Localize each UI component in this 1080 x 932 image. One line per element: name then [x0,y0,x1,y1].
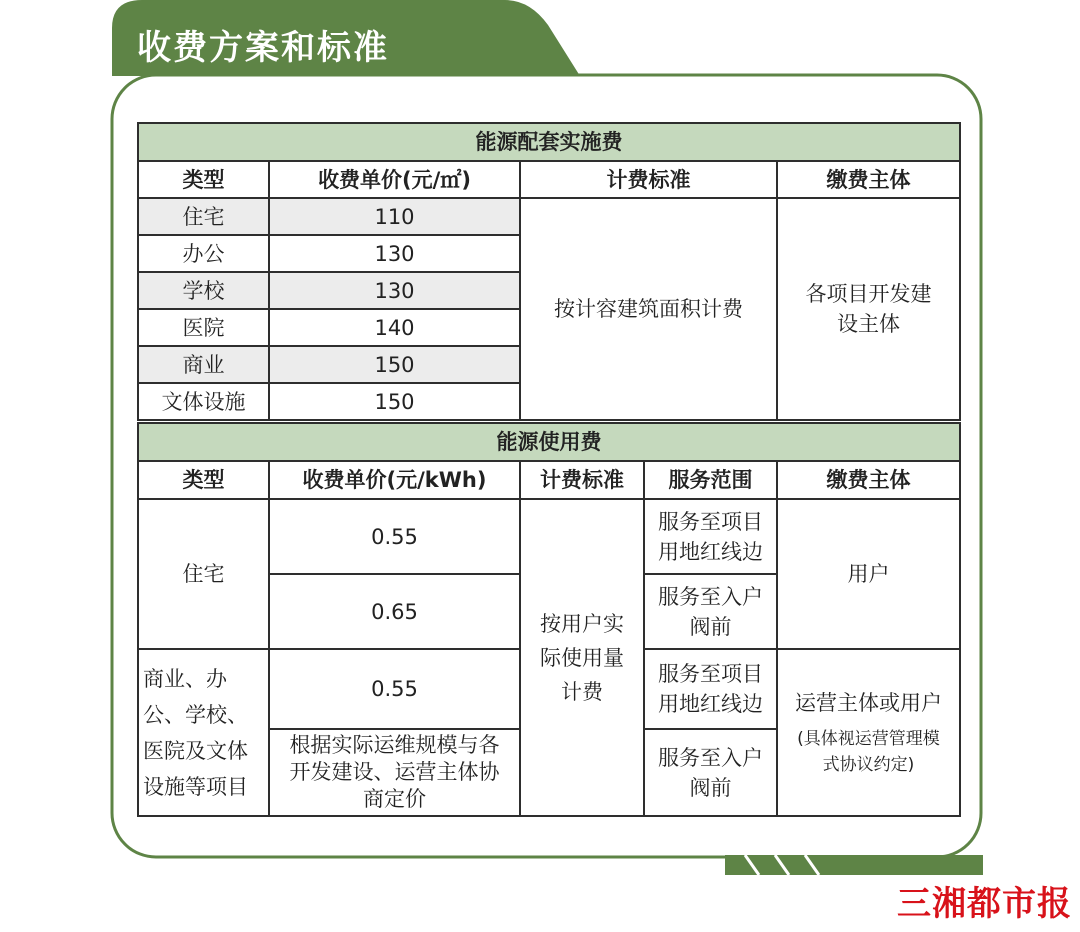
header-type: 类型 [138,161,269,198]
payer-cell [777,198,960,420]
header-price: 收费单价(元/㎡) [269,161,520,198]
row-price: 150 [269,383,520,420]
page-title: 收费方案和标准 [137,28,389,68]
commercial-payer-note: (具体视运营管理模式协议约定) [797,728,940,775]
table-row [138,198,960,235]
supply-section-title: 能源配套实施费 [138,123,960,161]
header-payer: 缴费主体 [777,161,960,198]
usage-billing-cell [520,499,644,816]
row-type: 商业 [138,346,269,383]
residential-price-2: 0.65 [269,574,520,649]
scope-text: 服务至入户阀前 [658,584,763,639]
row-price: 110 [269,198,520,235]
supply-fee-table [137,122,961,421]
residential-payer: 用户 [777,499,960,649]
commercial-type-cell [138,649,269,816]
header-scope: 服务范围 [644,461,777,499]
row-type: 办公 [138,235,269,272]
commercial-type-text: 商业、办公、学校、医院及文体设施等项目 [143,666,248,799]
residential-price-1: 0.55 [269,499,520,574]
row-price: 130 [269,272,520,309]
residential-scope-1 [644,499,777,574]
row-type: 文体设施 [138,383,269,420]
scope-text: 服务至项目用地红线边 [658,662,763,716]
row-type: 住宅 [138,198,269,235]
row-price: 140 [269,309,520,346]
row-price: 150 [269,346,520,383]
payer-text: 各项目开发建设主体 [805,282,932,336]
usage-fee-table [137,422,961,817]
row-type: 医院 [138,309,269,346]
scope-text: 服务至入户阀前 [658,745,763,800]
row-type: 学校 [138,272,269,309]
table-row [138,499,960,574]
usage-section-title: 能源使用费 [138,423,960,461]
header-type: 类型 [138,461,269,499]
usage-billing-text: 按用户实际使用量计费 [540,611,624,704]
residential-type: 住宅 [138,499,269,649]
header-billing: 计费标准 [520,461,644,499]
commercial-payer: 运营主体或用户 [795,690,942,715]
header-billing: 计费标准 [520,161,777,198]
residential-scope-2 [644,574,777,649]
row-price: 130 [269,235,520,272]
negotiated-price-text: 根据实际运维规模与各开发建设、运营主体协商定价 [289,733,500,811]
commercial-price-2 [269,729,520,816]
commercial-payer-cell [777,649,960,816]
header-price: 收费单价(元/kWh) [269,461,520,499]
commercial-price-1: 0.55 [269,649,520,729]
header-payer: 缴费主体 [777,461,960,499]
commercial-scope-2 [644,729,777,816]
commercial-scope-1 [644,649,777,729]
brand-logo: 三湘都市报 [897,884,1072,924]
scope-text: 服务至项目用地红线边 [658,509,763,564]
billing-standard-cell: 按计容建筑面积计费 [520,198,777,420]
